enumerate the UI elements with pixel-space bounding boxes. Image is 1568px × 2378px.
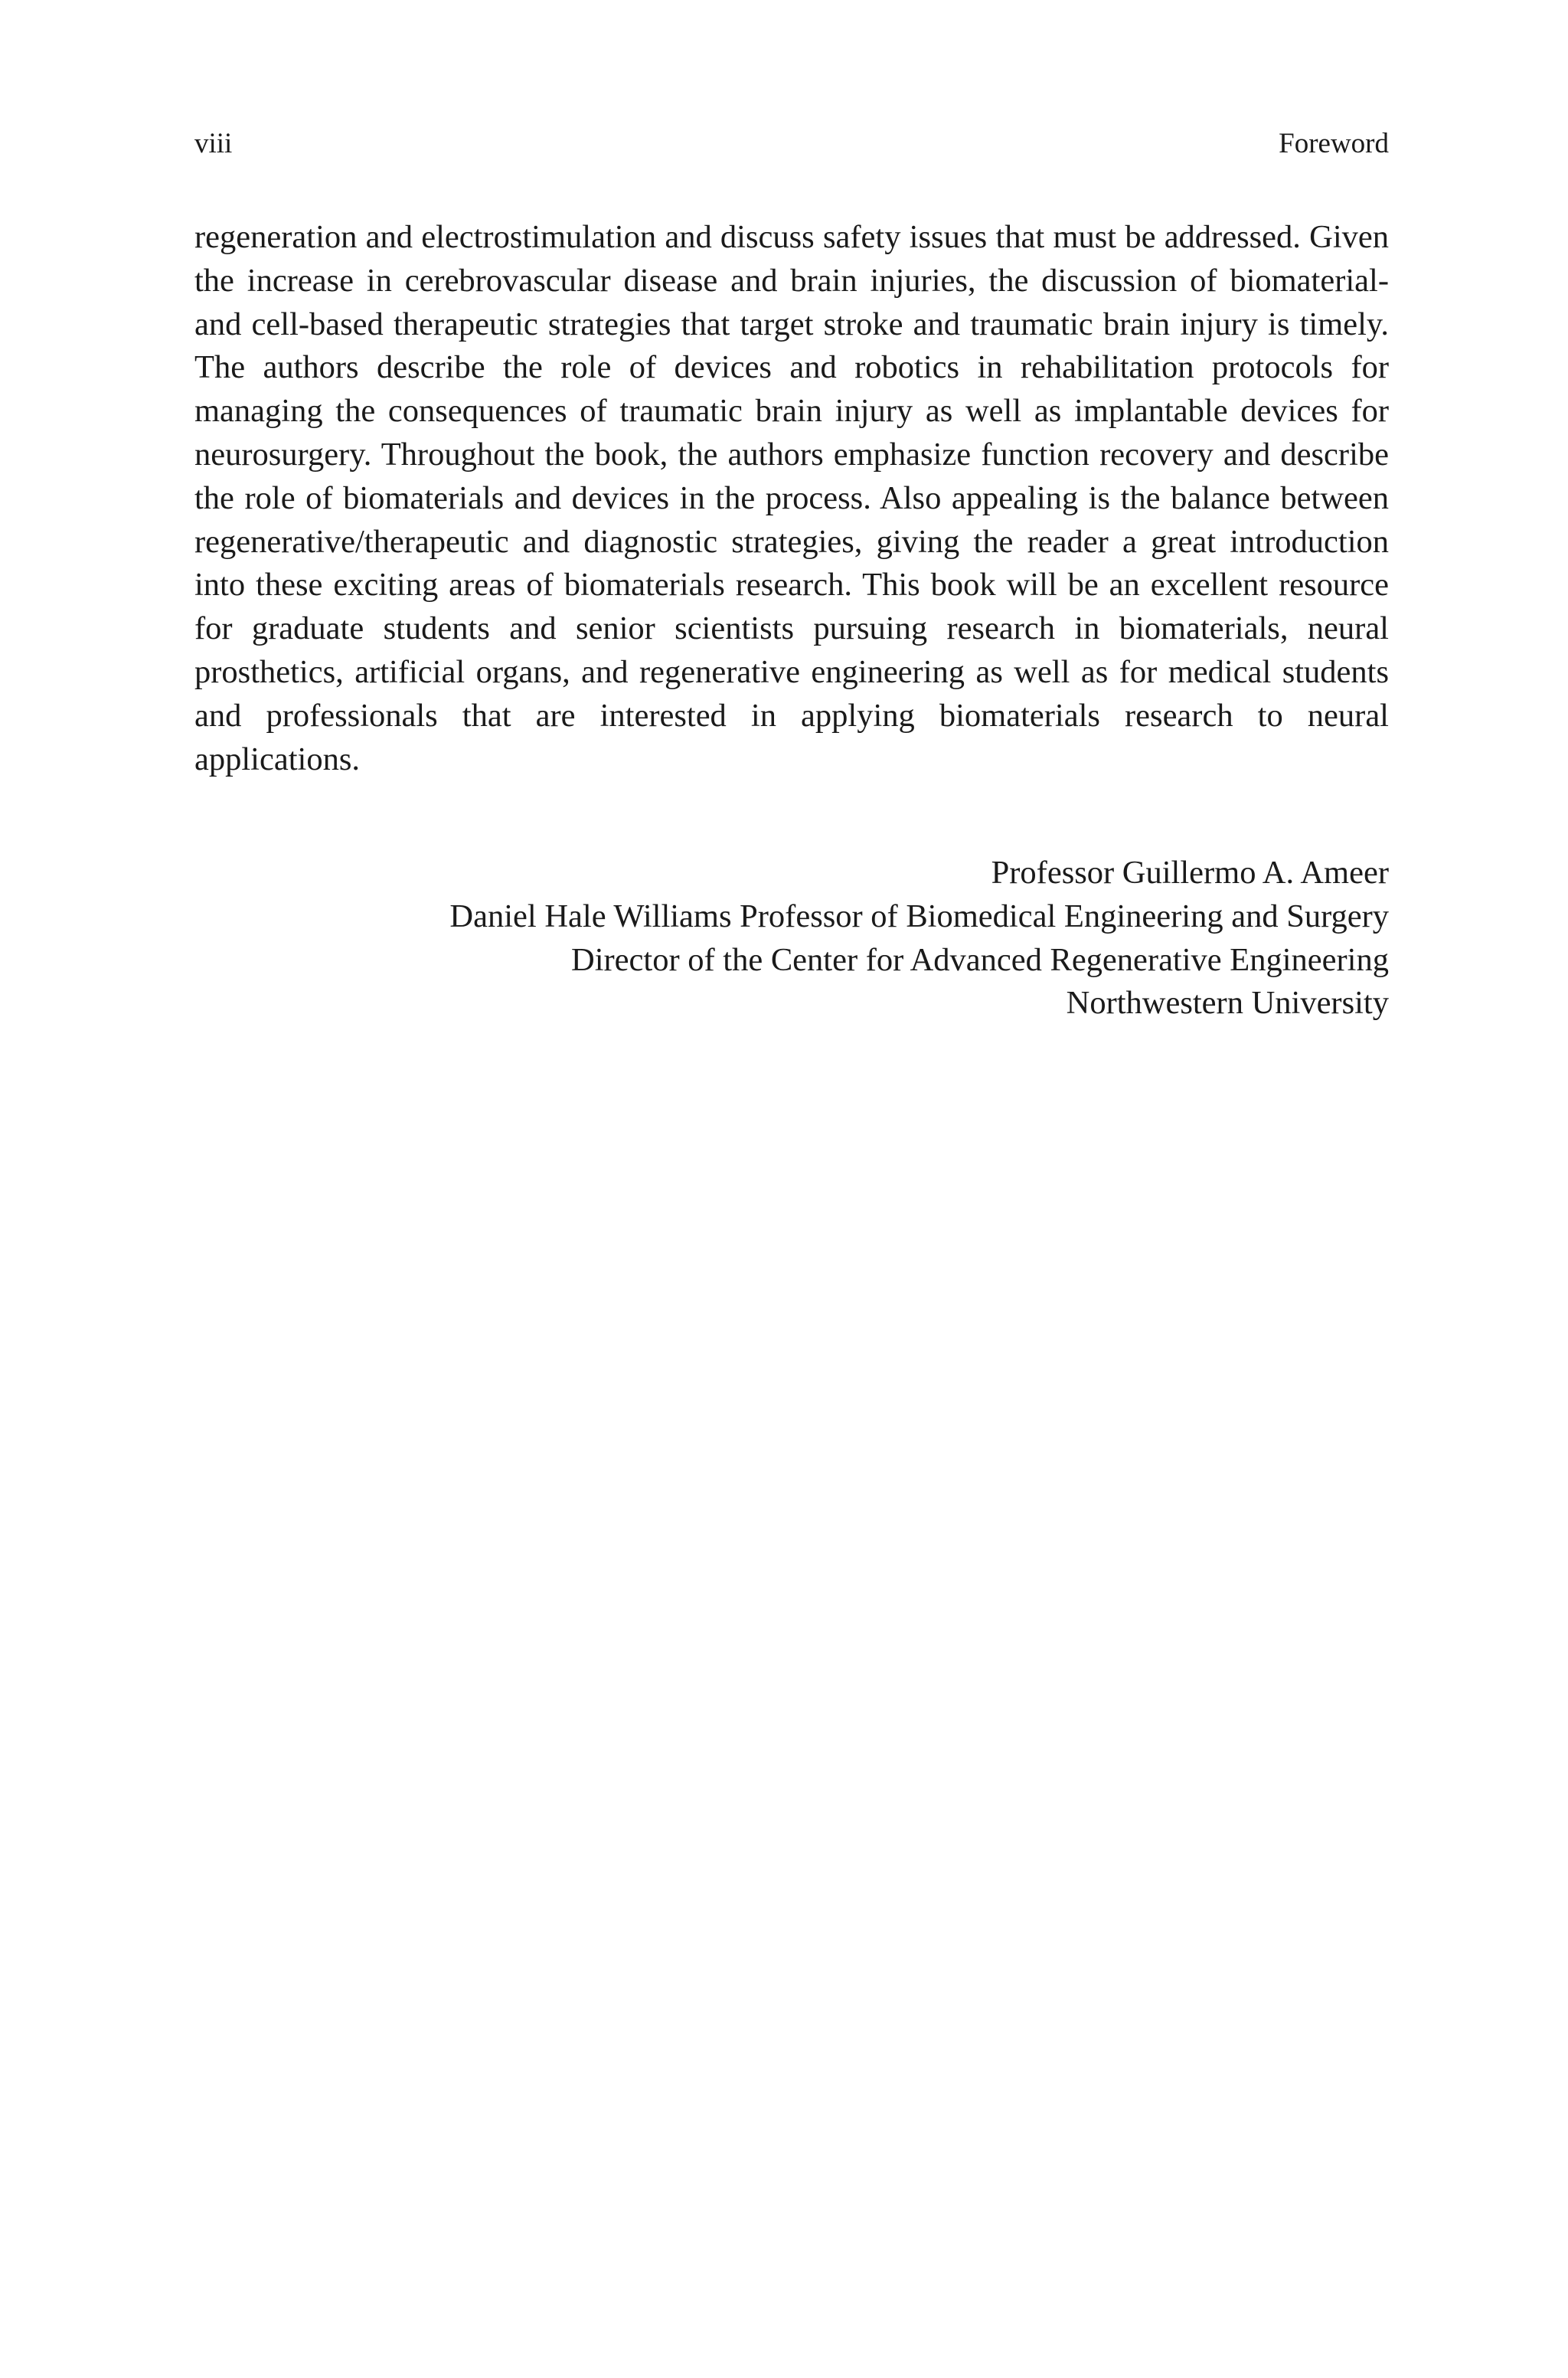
signatory-name: Professor Guillermo A. Ameer (991, 855, 1389, 891)
running-head (194, 127, 1389, 161)
signatory-institution: Northwestern University (1066, 985, 1389, 1022)
book-page (194, 0, 1389, 2378)
foreword-paragraph: regeneration and electrostimulation and discuss safety issues that must be addressed. Given the increase in cerebrovascular disease and brain injuries, the discussion of biomaterial- and cell-based therapeutic strategies that target stroke and traumatic brain injury is timely. The authors describe the role of devices and robotics in rehabilitation protocols for managing the consequences of traumatic brain injury as well as implantable devices for neurosurgery. Throughout the book, the authors emphasize function recovery and describe the role of biomaterials and devices in the process. Also appealing is the balance between regenerative/therapeutic and diagnostic strategies, giving the reader a great introduction into these exciting areas of biomaterials research. This book will be an excellent resource for graduate students and senior scientists pursuing research in biomaterials, neural prosthetics, artificial organs, and regenerative engineering as well as for medical students and professionals that are interested in applying biomaterials research to neural applications. (194, 219, 1389, 777)
section-title: Foreword (1279, 128, 1389, 159)
signature-block (194, 852, 1389, 1025)
page-number: viii (194, 128, 233, 159)
signatory-title: Daniel Hale Williams Professor of Biomedical Engineering and Surgery (449, 898, 1389, 934)
signatory-role: Director of the Center for Advanced Regenerative Engineering (571, 941, 1389, 978)
